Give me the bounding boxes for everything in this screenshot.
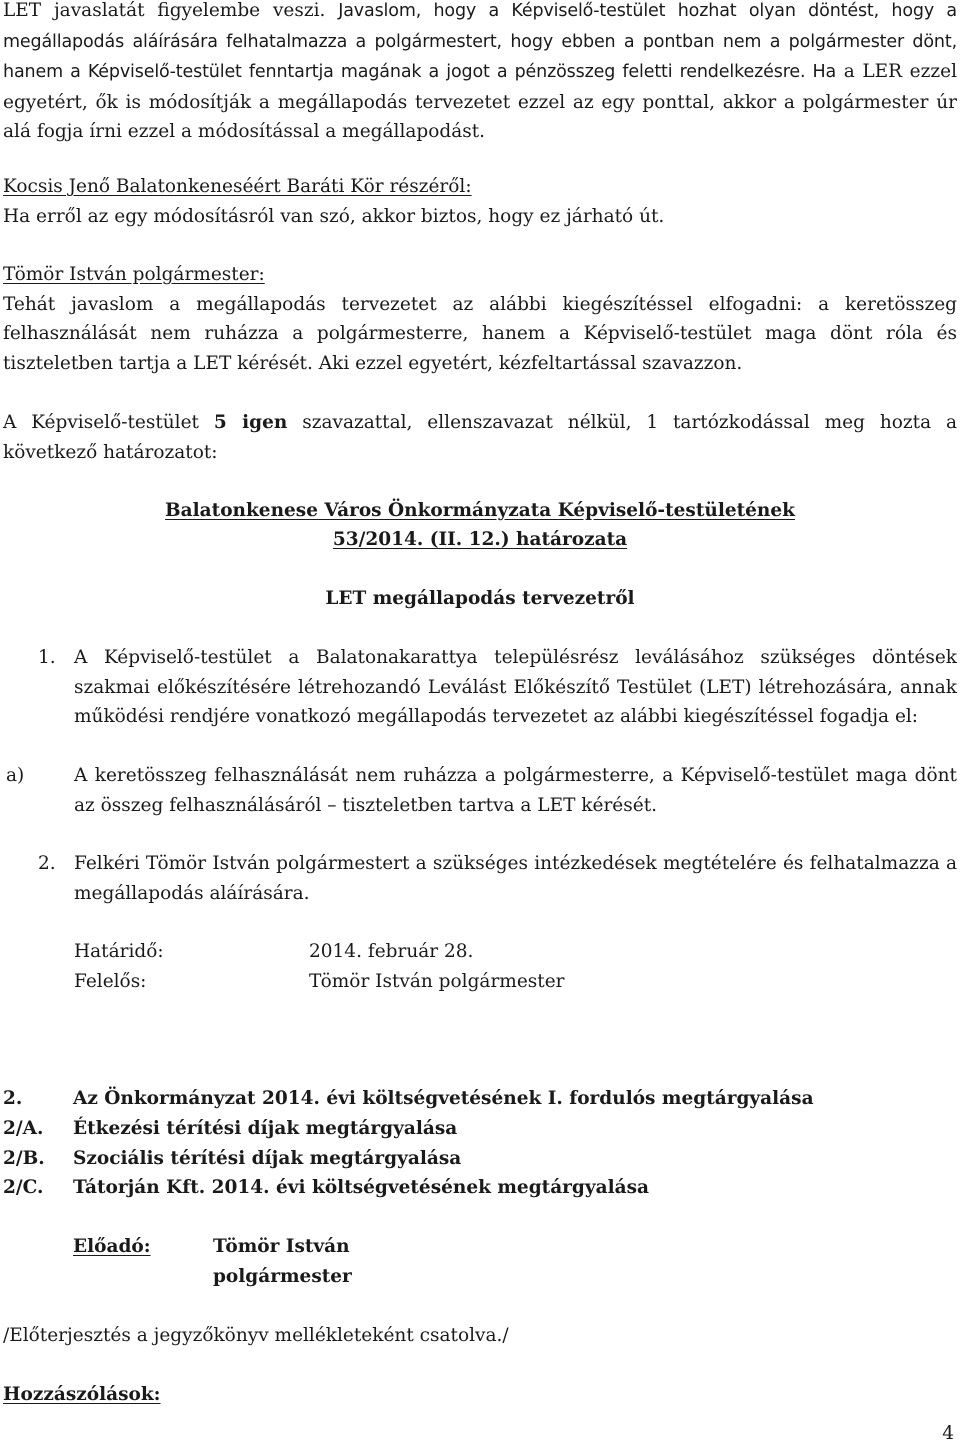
deadline-value: 2014. február 28. bbox=[309, 941, 474, 962]
agenda-number: 2/B. bbox=[3, 1148, 45, 1169]
resolution-item-2 bbox=[3, 849, 957, 909]
vote-after: szavazattal, ellenszavazat nélkül, 1 tartózkodással meg hozta a következő határozatot: bbox=[3, 412, 957, 463]
item-number: a) bbox=[6, 765, 25, 786]
intro-paragraph bbox=[3, 0, 957, 147]
presenter-name: Tömör István bbox=[213, 1236, 350, 1257]
speaker-kocsis-name: Kocsis Jenő Balatonkeneséért Baráti Kör részéről: bbox=[3, 176, 472, 197]
speaker-tomor-name: Tömör István polgármester: bbox=[3, 264, 265, 285]
item-text: Felkéri Tömör István polgármestert a szükséges intézkedések megtételére és felhatalmazza a megállapodás aláírására. bbox=[74, 853, 957, 904]
intro-line1-serif: LET javaslatát figyelembe veszi. bbox=[3, 0, 326, 21]
agenda-number: 2/C. bbox=[3, 1177, 44, 1198]
responsible-label: Felelős: bbox=[74, 971, 147, 992]
item-number: 2. bbox=[38, 853, 56, 874]
vote-paragraph bbox=[3, 408, 957, 467]
presenter-role: polgármester bbox=[213, 1266, 352, 1287]
speaker-kocsis-block bbox=[3, 172, 957, 231]
item-number: 1. bbox=[38, 647, 56, 668]
agenda-title: Tátorján Kft. 2014. évi költségvetésének megtárgyalása bbox=[73, 1177, 650, 1198]
item-text: A Képviselő-testület a Balatonakarattya településrész leválásához szükséges döntések szakmai előkészítésére létrehozandó Leválást Előkészítő Testület (LET) létrehozására, annak működési rendjére vonatkozó megállapodás tervezetet az alábbi kiegészítéssel fogadja el: bbox=[74, 647, 957, 727]
resolution-title-line1: Balatonkenese Város Önkormányzata Képviselő-testületének bbox=[165, 500, 795, 521]
agenda-title: Szociális térítési díjak megtárgyalása bbox=[73, 1148, 462, 1169]
intro-line1-sans: Javaslom, hogy a Képviselő-testület hozhat olyan döntést, hogy a megállapodás aláírására felhatalmazza a polgármestert, hogy ebben a pontban nem a polgármester dönt, hanem a Képviselő-testület fenntartja magának a jogot a pénzösszeg feletti rendelkezésre. Ha bbox=[3, 1, 957, 82]
agenda-title: Étkezési térítési díjak megtárgyalása bbox=[73, 1118, 458, 1139]
intro-rest: a LER ezzel egyetért, ők is módosítják a megállapodás tervezetet ezzel az egy ponttal, akkor a polgármester úr alá fogja írni ezzel a módosítással a megállapodást. bbox=[3, 61, 957, 142]
agenda-number: 2. bbox=[3, 1088, 23, 1109]
deadline-label: Határidő: bbox=[74, 941, 164, 962]
resolution-subject: LET megállapodás tervezetről bbox=[325, 588, 635, 609]
speaker-tomor-block bbox=[3, 260, 957, 378]
attachment-note: /Előterjesztés a jegyzőkönyv mellékleteként csatolva./ bbox=[3, 1325, 509, 1346]
speaker-kocsis-text: Ha erről az egy módosításról van szó, akkor biztos, hogy ez járható út. bbox=[3, 205, 665, 227]
speaker-tomor-text: Tehát javaslom a megállapodás tervezetet az alábbi kiegészítéssel elfogadni: a keretösszeg felhasználását nem ruházza a polgármesterre, hanem a Képviselő-testület maga dönt róla és tiszteletben tartja a LET kérését. Aki ezzel egyetért, kézfeltartással szavazzon. bbox=[3, 293, 957, 374]
page-number: 4 bbox=[942, 1423, 954, 1444]
responsible-value: Tömör István polgármester bbox=[309, 971, 565, 992]
resolution-title-line2: 53/2014. (II. 12.) határozata bbox=[332, 529, 628, 550]
vote-before: A Képviselő-testület bbox=[3, 412, 199, 433]
presenter-label: Előadó: bbox=[73, 1236, 151, 1257]
resolution-item-1 bbox=[3, 643, 957, 763]
item-text: A keretösszeg felhasználását nem ruházza a polgármesterre, a Képviselő-testület maga dönt az összeg felhasználásáról – tiszteletben tartva a LET kérését. bbox=[74, 765, 957, 816]
resolution-item-a bbox=[3, 761, 957, 821]
agenda-number: 2/A. bbox=[3, 1118, 44, 1139]
agenda-title: Az Önkormányzat 2014. évi költségvetésének I. fordulós megtárgyalása bbox=[73, 1088, 814, 1109]
comments-heading: Hozzászólások: bbox=[3, 1384, 161, 1405]
vote-count: 5 igen bbox=[213, 412, 288, 433]
